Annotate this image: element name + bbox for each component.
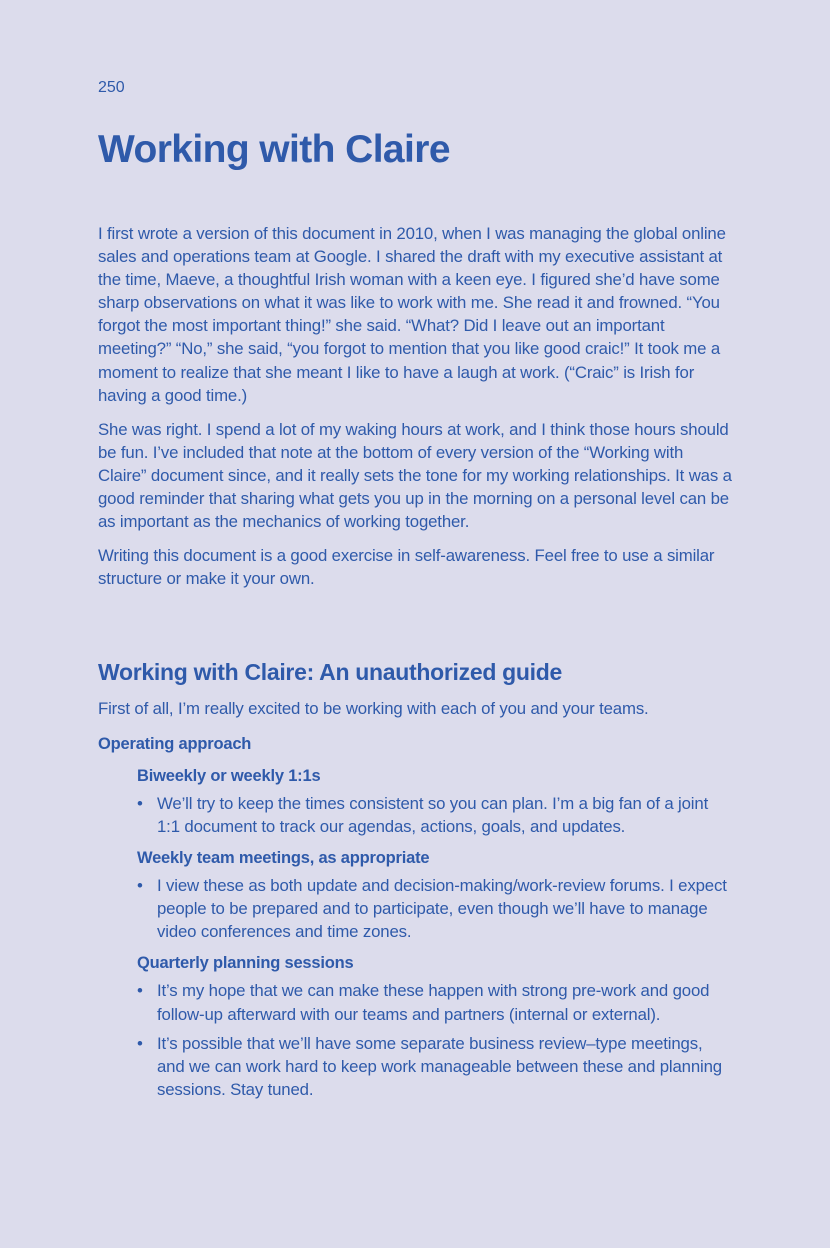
page-title: Working with Claire [98,128,450,171]
list-item [137,874,734,943]
subsection-heading: Biweekly or weekly 1:1s [137,767,321,785]
subsection-1on1s [137,765,734,838]
list-item-text: It’s my hope that we can make these happen with strong pre-work and good follow-up afterward with our teams and partners (internal or external). [157,981,710,1024]
bullet-list [137,874,734,943]
bullet-icon: • [137,876,143,896]
bullet-icon: • [137,981,143,1001]
bullet-icon: • [137,1033,143,1053]
intro-section [98,222,734,601]
bullet-list [137,979,734,1100]
subsection-quarterly-planning [137,952,734,1100]
list-item [137,792,734,838]
intro-paragraph: Writing this document is a good exercise in self-awareness. Feel free to use a similar structure or make it your own. [98,546,715,589]
list-item-text: It’s possible that we’ll have some separate business review–type meetings, and we can work hard to keep work manageable between these and planning sessions. Stay tuned. [157,1033,722,1099]
list-item-text: We’ll try to keep the times consistent so you can plan. I’m a big fan of a joint 1:1 document to track our agendas, actions, goals, and updates. [157,794,709,837]
list-item [137,979,734,1025]
guide-intro: First of all, I’m really excited to be working with each of you and your teams. [98,699,649,718]
list-item [137,1032,734,1101]
list-item-text: I view these as both update and decision-making/work-review forums. I expect people to be prepared and to participate, even though we’ll have to manage video conferences and time zones. [157,876,727,942]
page-number: 250 [98,79,125,96]
section-heading-operating-approach: Operating approach [98,735,252,753]
guide-section [98,656,734,1110]
subsection-team-meetings [137,847,734,943]
intro-paragraph: She was right. I spend a lot of my waking hours at work, and I think those hours should be fun. I’ve included that note at the bottom of every version of the “Working with Claire” document since, and it really sets the tone for my working relationships. It was a good reminder that sharing what gets you up in the morning on a personal level can be as important as the mechanics of working together. [98,419,732,532]
subsection-heading: Weekly team meetings, as appropriate [137,849,430,868]
bullet-icon: • [137,794,143,813]
bullet-list [137,792,734,838]
guide-heading: Working with Claire: An unauthorized guide [98,659,563,685]
intro-paragraph: I first wrote a version of this document in 2010, when I was managing the global online sales and operations team at Google. I shared the draft with my executive assistant at the time, Maeve, a thoughtful Irish woman with a keen eye. I figured she’d have some sharp observations on what it was like to work with me. She read it and frowned. “You forgot the most important thing!” she said. “What? Did I leave out an important meeting?” “No,” she said, “you forgot to mention that you like good craic!” It took me a moment to realize that she meant I like to have a laugh at work. (“Craic” is Irish for having a good time.) [98,224,726,405]
subsection-heading: Quarterly planning sessions [137,954,354,973]
